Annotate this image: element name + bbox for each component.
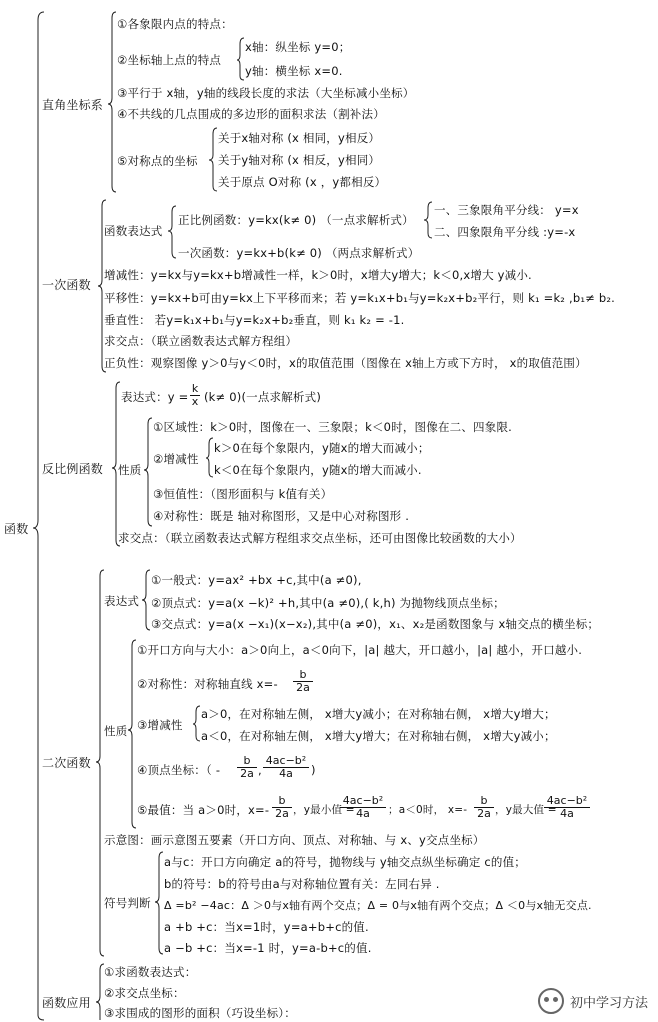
quad-p4-n1: b [243,754,251,767]
quad-p5-4a: 4a [340,807,386,820]
quad-p4-d2: 4a [263,767,309,780]
linear-direct: 正比例函数：y=kx(k≠ 0) （一点求解析式） [178,213,414,227]
wechat-icon [538,988,564,1014]
inverse-prop-label: 性质 [118,463,142,477]
quad-title: 二次函数 [42,756,91,770]
quad-s4: a +b +c：当x=1时，y=a+b+c的值. [164,920,369,934]
apply-title: 函数应用 [42,996,91,1010]
quad-p5-label: ⑤最值：当 a＞0时，x=- [137,803,270,817]
quad-sketch: 示意图：画示意图五要素（开口方向、顶点、对称轴、与 x、y交点坐标） [104,833,485,847]
quad-p5-b-2: b [480,794,488,807]
quad-p2-den: 2a [293,681,313,694]
linear-shift: 平移性：y=kx+b可由y=kx上下平移而来；若 y=k₁x+b₁与y=k₂x+b₂平行，则 k₁ =k₂ ,b₁≠ b₂. [104,291,615,305]
quad-p4-frac1 [237,755,257,780]
inverse-p2: ②增减性 [153,452,199,466]
linear-sign: 正负性：观察图像 y＞0与y＜0时，x的取值范围（图像在 x轴上方或下方时， x的取值范围） [104,356,587,370]
quad-p5-2a: 2a [272,807,292,820]
quad-p1: ①开口方向与大小：a＞0向上，a＜0向下，|a| 越大，开口越小，|a| 越小，开口越小. [137,643,583,657]
quad-p2-label: ②对称性：对称轴直线 x=- [137,677,278,691]
apply-a3: ③求围成的图形的面积（巧设坐标）： [104,1006,296,1020]
quad-p5-num-2: 4ac−b² [546,794,588,807]
inverse-expr-tail: (k≠ 0)(一点求解析式) [204,390,322,404]
coord-item-2: ②坐标轴上点的特点 [117,53,222,67]
quad-s2: b的符号：b的符号由a与对称轴位置有关：左同右异 . [164,877,440,891]
quad-p2-frac [293,669,313,694]
coord-item-5b: 关于y轴对称 (x 相反，y相同） [218,153,381,167]
quad-p4-comma: , [258,763,262,777]
quad-p3: ③增减性 [137,718,183,732]
linear-mono: 增减性：y=kx与y=kx+b增减性一样，k＞0时，x增大y增大；k＜0,x增大 y减小. [104,268,532,282]
quad-e3: ③交点式：y=a(x −x₁)(x−x₂),其中(a ≠0)，x₁、x₂是函数图象与 x轴交点的横坐标； [151,617,600,631]
inverse-inter: 求交点：（联立函数表达式解方程组求交点坐标，还可由图像比较函数的大小） [118,531,522,545]
inverse-p1: ①区域性：k＞0时，图像在一、三象限；k＜0时，图像在二、四象限. [153,420,513,434]
quad-expr-label: 表达式 [104,594,140,608]
inverse-p2b: k＜0在每个象限内，y随x的增大而减小. [214,463,422,477]
quad-p5-4a-2: 4a [544,807,590,820]
coord-item-2b: y轴：横坐标 x=0. [245,64,343,78]
quad-p5-frac-b2 [474,795,494,820]
quad-p5-frac-max [544,795,590,820]
inverse-title: 反比例函数 [42,462,104,476]
quad-p4-frac2 [263,755,309,780]
inverse-p3: ③恒值性：（图形面积与 k值有关） [153,487,333,501]
linear-title: 一次函数 [42,278,91,292]
quad-p5-num: 4ac−b² [342,794,384,807]
quad-p4-n2: 4ac−b² [265,754,307,767]
quad-p5-frac-b [272,795,292,820]
coord-item-5a: 关于x轴对称 (x 相同，y相反） [218,131,381,145]
linear-general: 一次函数：y=kx+b(k≠ 0) （两点求解析式） [178,246,420,260]
inverse-p4: ④对称性：既是 轴对称图形，又是中心对称图形 . [153,509,410,523]
quad-e1: ①一般式：y=ax² +bx +c,其中(a ≠0), [151,573,362,587]
apply-a2: ②求交点坐标： [104,986,185,1000]
watermark [538,988,648,1014]
quad-e2: ②顶点式：y=a(x −k)² +h,其中(a ≠0),( k,h) 为抛物线顶点坐标； [151,596,505,610]
inverse-frac [190,383,200,408]
quad-p2-num: b [299,668,307,681]
coord-item-1: ①各象限内点的特点： [117,17,233,31]
coord-item-2a: x轴：纵坐标 y=0； [245,40,351,54]
inverse-expr-label: 表达式：y = [121,390,189,404]
quad-prop-label: 性质 [104,724,128,738]
quad-p4-close: ) [311,763,316,777]
quad-s3: Δ =b² −4ac：Δ ＞0与x轴有两个交点；Δ = 0与x轴有两个交点；Δ ＜0与x轴无交点. [164,899,592,912]
quad-p3a: a＞0，在对称轴左侧， x增大y减小；在对称轴右侧， x增大y增大； [201,707,556,721]
inverse-frac-den: x [191,395,199,408]
coord-item-4: ④不共线的几点围成的多边形的面积求法（割补法） [117,107,385,121]
quad-p4-d1: 2a [237,767,257,780]
linear-q13: 一、三象限角平分线： y=x [434,203,579,217]
quad-p5-mid2: ；a＜0时， x=- [388,804,468,816]
inverse-p2a: k＞0在每个象限内，y随x的增大而减小； [214,441,430,455]
apply-a1: ①求函数表达式： [104,965,197,979]
coord-item-3: ③平行于 x轴，y轴的线段长度的求法（大坐标减小坐标） [117,86,415,100]
linear-expr-label: 函数表达式 [104,224,163,238]
coord-item-5: ⑤对称点的坐标 [117,154,198,168]
linear-inter: 求交点：（联立函数表达式解方程组） [104,334,298,348]
inverse-frac-num: k [191,382,199,395]
quad-p5-mid3: ，y最大值 = [495,804,557,816]
linear-perp: 垂直性： 若y=k₁x+b₁与y=k₂x+b₂垂直，则 k₁ k₂ = -1. [104,313,405,327]
quad-s1: a与c：开口方向确定 a的符号，抛物线与 y轴交点纵坐标确定 c的值； [164,855,527,869]
watermark-text: 初中学习方法 [569,995,648,1011]
quad-s5: a −b +c：当x=-1 时，y=a-b+c的值. [164,941,372,955]
quad-p3b: a＜0，在对称轴左侧， x增大y增大；在对称轴右侧， x增大y减小； [201,729,556,743]
root-title: 函数 [4,522,29,536]
linear-q24: 二、四象限角平分线 :y=-x [434,225,576,239]
coord-item-5c: 关于原点 O对称 (x ，y都相反） [218,175,387,189]
quad-p4-label: ④顶点坐标：（ - [137,763,221,777]
quad-signs-label: 符号判断 [104,896,151,910]
quad-p5-b: b [278,794,286,807]
coord-title: 直角坐标系 [42,98,104,112]
quad-p5-frac-min [340,795,386,820]
quad-p5-mid: ，y最小值 = [293,804,355,816]
quad-p5-2a-2: 2a [474,807,494,820]
